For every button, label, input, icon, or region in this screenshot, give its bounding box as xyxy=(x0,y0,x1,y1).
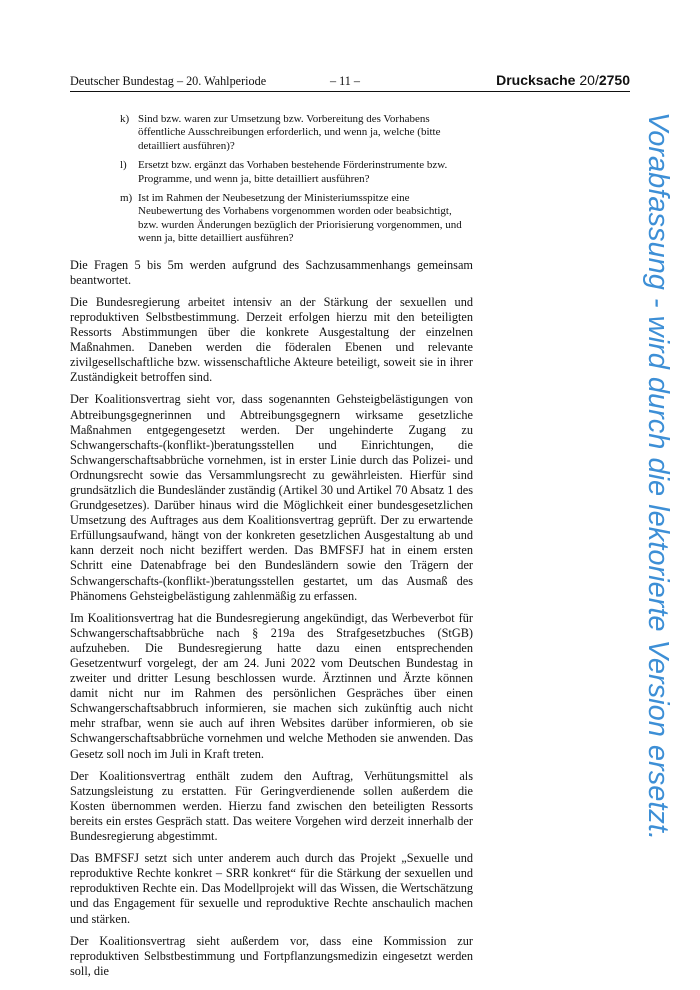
header-document-number xyxy=(496,72,630,88)
header-page-number: – 11 – xyxy=(330,74,361,88)
paragraph: Der Koalitionsvertrag sieht außerdem vor, dass eine Kommission zur reproduktiven Selbstbestimmung und Fortpflanzungsmedizin eingesetzt werden soll, die xyxy=(70,933,473,978)
paragraph: Der Koalitionsvertrag sieht vor, dass sogenannten Gehsteigbelästigungen von Abtreibungsgegnerinnen und Abtreibungsgegnern wirksame gesetzliche Maßnahmen entgegengesetzt werden. Der ungehinderte Zugang zu Schwangerschafts-(konflikt-)beratungsstellen und Einrichtungen, die Schwangerschaftsabbrüche vornehmen, ist in erster Linie durch das Polizei- und Ordnungsrecht sowie das Versammlungsrecht zu gewährleisten. Hierfür sind grundsätzlich die Bundesländer zuständig (Artikel 30 und Artikel 70 Absatz 1 des Grundgesetzes). Darüber hinaus wird die Möglichkeit einer bundesgesetzlichen Umsetzung des Auftrages aus dem Koalitionsvertrag geprüft. Der zu erwartende Erfüllungsaufwand, hängt von der konkreten gesetzlichen Ausgestaltung ab und kann derzeit noch nicht beziffert werden. Das BMFSFJ hat in einem ersten Schritt eine Datenabfrage bei den Bundesländern sowie den Trägern der Schwangerschafts-(konflikt-)beratungsstellen gestartet, um das Ausmaß des Phänomens Gehsteigbelästigung zahlenmäßig zu erfassen. xyxy=(70,392,473,603)
question-text: Ist im Rahmen der Neubesetzung der Ministeriumsspitze eine Neubewertung des Vorhabens vorgenommen worden oder beabsichtigt, bzw. wurden Änderungen bezüglich der Priorisierung vorgenommen, und wenn ja, bitte detailliert ausführen? xyxy=(138,192,462,245)
question-text: Ersetzt bzw. ergänzt das Vorhaben bestehende Förderinstrumente bzw. Programme, und wenn ja, bitte detailliert ausführen? xyxy=(138,159,448,185)
header-drucksache-label: Drucksache xyxy=(496,72,576,88)
preliminary-watermark xyxy=(640,112,678,882)
question-letter: m) xyxy=(120,192,133,205)
question-text: Sind bzw. waren zur Umsetzung bzw. Vorbereitung des Vorhabens öffentliche Ausschreibungen erforderlich, und wenn ja, welche (bitte detailliert ausführen)? xyxy=(138,113,441,152)
header-number-prefix: 20/ xyxy=(579,72,599,88)
question-letter: k) xyxy=(120,113,130,125)
paragraph: Das BMFSFJ setzt sich unter anderem auch durch das Projekt „Sexuelle und reproduktive Rechte konkret – SRR konkret“ für die Stärkung der sexuellen und reproduktiven Rechte ein. Das Modellprojekt will das Wissen, die Wertschätzung und das Engagement für sexuelle und reproduktive Rechte anschaulich machen und stärken. xyxy=(70,851,473,926)
watermark-text: Vorabfassung - wird durch die lektorierte Version ersetzt. xyxy=(642,112,674,841)
page-header xyxy=(70,72,630,90)
list-item xyxy=(70,159,473,186)
list-item xyxy=(70,113,473,153)
list-item xyxy=(70,192,473,246)
question-letter: l) xyxy=(120,159,127,172)
header-rule xyxy=(70,91,630,92)
paragraph: Die Bundesregierung arbeitet intensiv an der Stärkung der sexuellen und reproduktiven Selbstbestimmung. Derzeit erfolgen hierzu mit den beteiligten Ressorts Abstimmungen über die konkrete Ausgestaltung der einzelnen Maßnahmen. Daneben werden die föderalen Ebenen und relevante zivilgesellschaftliche bzw. wissenschaftliche Akteure beteiligt, soweit sie in ihrer Zuständigkeit betroffen sind. xyxy=(70,294,473,385)
paragraph: Im Koalitionsvertrag hat die Bundesregierung angekündigt, das Werbeverbot für Schwangerschaftsabbrüche nach § 219a des Strafgesetzbuches (StGB) aufzuheben. Die Bundesregierung hatte dazu einen entsprechenden Gesetzentwurf vorgelegt, der am 24. Juni 2022 vom Deutschen Bundestag in zweiter und dritter Lesung beschlossen wurde. Ärztinnen und Ärzte können damit nicht nur im Rahmen des persönlichen Gespräches über einen Schwangerschaftsabbruch informieren, sie machen sich zukünftig auch nicht mehr strafbar, wenn sie auch auf ihren Websites darüber informieren, ob sie Schwangerschaftsabbrüche vornehmen und welche Methoden sie anwenden. Das Gesetz soll noch im Juli in Kraft treten. xyxy=(70,610,473,761)
paragraph: Der Koalitionsvertrag enthält zudem den Auftrag, Verhütungsmittel als Satzungsleistung zu erstatten. Für Geringverdienende sollen außerdem die Kosten übernommen werden. Hierzu fand zwischen den beteiligten Ressorts bereits ein erstes Gespräch statt. Das weitere Vorgehen wird derzeit innerhalb der Bundesregierung abgestimmt. xyxy=(70,768,473,844)
question-list xyxy=(70,113,473,246)
document-body xyxy=(70,113,473,986)
paragraph: Die Fragen 5 bis 5m werden aufgrund des Sachzusammenhangs gemeinsam beantwortet. xyxy=(70,257,473,287)
header-number: 2750 xyxy=(598,72,630,88)
header-parliament: Deutscher Bundestag – 20. Wahlperiode xyxy=(70,74,267,88)
